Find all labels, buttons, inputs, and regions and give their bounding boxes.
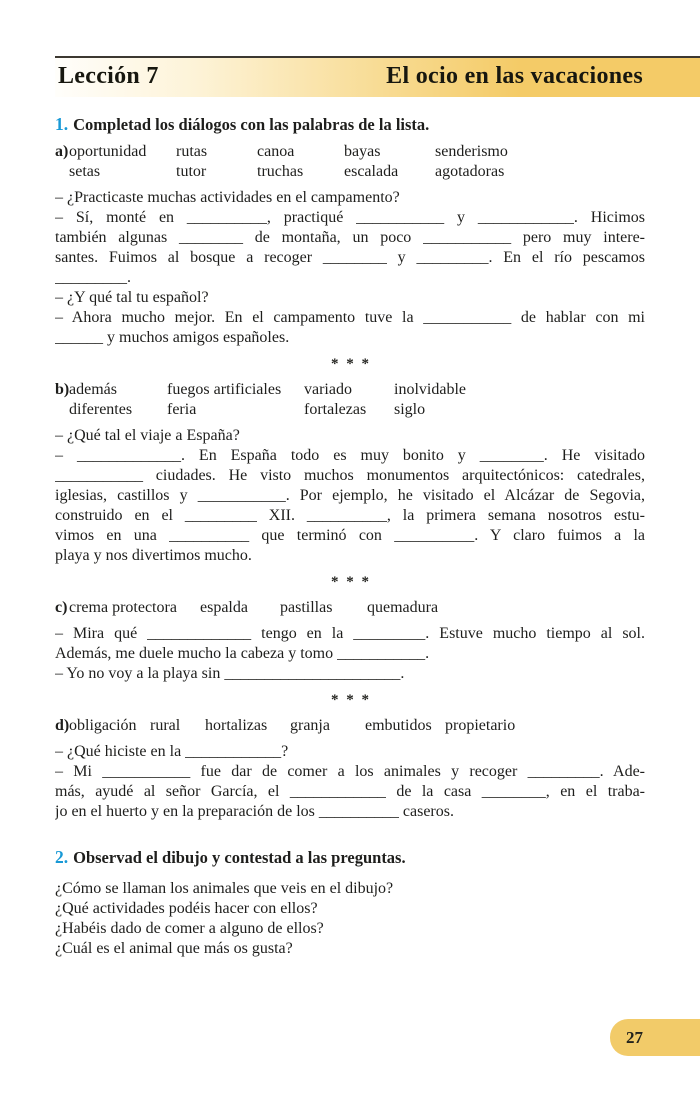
dialog-line: _________. [55,269,131,286]
dialog-line: – Mi ___________ fue dar de comer a los animales y recoger _________. Ade- [55,763,645,780]
vocab-word: propietario [445,717,516,734]
vocab-word: feria [167,401,197,418]
exercise-2-number: 2. [55,847,69,867]
dialog-line: iglesias, castillos y ___________. Por ejemplo, he visitado el Alcázar de Segovia, [55,487,645,504]
exercise-2-heading [55,846,645,869]
exercise-1-sections [55,142,645,822]
vocab-word: espalda [200,599,248,616]
section-label: a) [55,143,69,160]
word-list [55,716,645,736]
exercise-1-instruction: Completad los diálogos con las palabras de la lista. [73,115,430,134]
page-number: 27 [626,1027,643,1047]
page-content [55,113,645,959]
word-grid [69,598,645,618]
dialog [55,188,645,348]
dialog-line: más, ayudé al señor García, el ____________ de la casa ________, en el traba- [55,783,645,800]
exercise-1-number: 1. [55,114,69,134]
dialog-line: – ¿Y qué tal tu español? [55,289,209,306]
section-separator: * * * [331,574,369,590]
vocab-word: embutidos [365,717,432,734]
vocab-word: senderismo [435,143,508,160]
section-separator: * * * [331,356,369,372]
dialog [55,742,645,822]
vocab-word: oportunidad [69,143,147,160]
dialog-line: construido en el _________ XII. __________, la primera semana nosotros estu- [55,507,645,524]
textbook-page [0,56,700,1093]
dialog [55,426,645,566]
dialog-line: – Sí, monté en __________, practiqué ___________ y ____________. Hicimos [55,209,645,226]
vocab-word: crema protectora [69,599,177,616]
vocab-word: hortalizas [205,717,268,734]
vocab-word: canoa [257,143,295,160]
dialog-line: – ¿Practicaste muchas actividades en el campamento? [55,189,400,206]
question-line: ¿Cómo se llaman los animales que veis en el dibujo? [55,880,394,897]
vocab-word: granja [290,717,330,734]
exercise-2-instruction: Observad el dibujo y contestad a las preguntas. [73,848,406,867]
dialog-line: – ¿Qué hiciste en la ____________? [55,743,289,760]
section-label: d) [55,717,70,734]
vocab-word: diferentes [69,401,133,418]
vocab-word: obligación [69,717,137,734]
dialog-line: ______ y muchos amigos españoles. [55,329,290,346]
section-separator: * * * [331,692,369,708]
dialog-line: – Ahora mucho mejor. En el campamento tuve la ___________ de hablar con mi [55,309,645,326]
word-list [55,380,645,420]
question-line: ¿Cuál es el animal que más os gusta? [55,940,293,957]
vocab-word: además [69,381,117,398]
lesson-number: Lección 7 [58,63,159,89]
exercise-1-heading [55,113,645,136]
vocab-word: tutor [176,163,207,180]
vocab-word: escalada [344,163,399,180]
dialog-line: – Mira qué _____________ tengo en la _________. Estuve mucho tiempo al sol. [55,625,645,642]
lesson-title: El ocio en las vacaciones [386,63,643,89]
dialog-line: Además, me duele mucho la cabeza y tomo ___________. [55,645,430,662]
vocab-word: bayas [344,143,381,160]
word-list [55,598,645,618]
word-grid [69,142,645,182]
dialog-line: también algunas ________ de montaña, un poco ___________ pero muy intere- [55,229,645,246]
dialog-line: vimos en una __________ que terminó con __________. Y claro fuimos a la [55,527,645,544]
vocab-word: fuegos artificiales [167,381,282,398]
dialog [55,624,645,684]
dialog-line: – ¿Qué tal el viaje a España? [55,427,240,444]
exercise-2-questions [55,879,645,959]
section-label: c) [55,599,68,616]
section-label: b) [55,381,70,398]
vocab-word: quemadura [367,599,439,616]
vocab-word: truchas [257,163,304,180]
dialog-line: – Yo no voy a la playa sin ______________________. [55,665,405,682]
dialog-line: – _____________. En España todo es muy bonito y ________. He visitado [55,447,645,464]
vocab-word: siglo [394,401,426,418]
vocab-word: setas [69,163,101,180]
vocab-word: inolvidable [394,381,466,398]
word-list [55,142,645,182]
vocab-word: agotadoras [435,163,505,180]
vocab-word: variado [304,381,352,398]
question-line: ¿Qué actividades podéis hacer con ellos? [55,900,318,917]
vocab-word: rural [150,717,181,734]
lesson-header-band [55,56,700,97]
page-number-tab [610,1019,700,1056]
dialog-line: playa y nos divertimos mucho. [55,547,252,564]
word-grid [69,716,645,736]
dialog-line: jo en el huerto y en la preparación de los __________ caseros. [55,803,454,820]
vocab-word: pastillas [280,599,333,616]
dialog-line: ___________ ciudades. He visto muchos monumentos arquitectónicos: catedrales, [55,467,645,484]
question-line: ¿Habéis dado de comer a alguno de ellos? [55,920,324,937]
dialog-line: santes. Fuimos al bosque a recoger ________ y _________. En el río pescamos [55,249,645,266]
vocab-word: rutas [176,143,208,160]
vocab-word: fortalezas [304,401,367,418]
word-grid [69,380,645,420]
